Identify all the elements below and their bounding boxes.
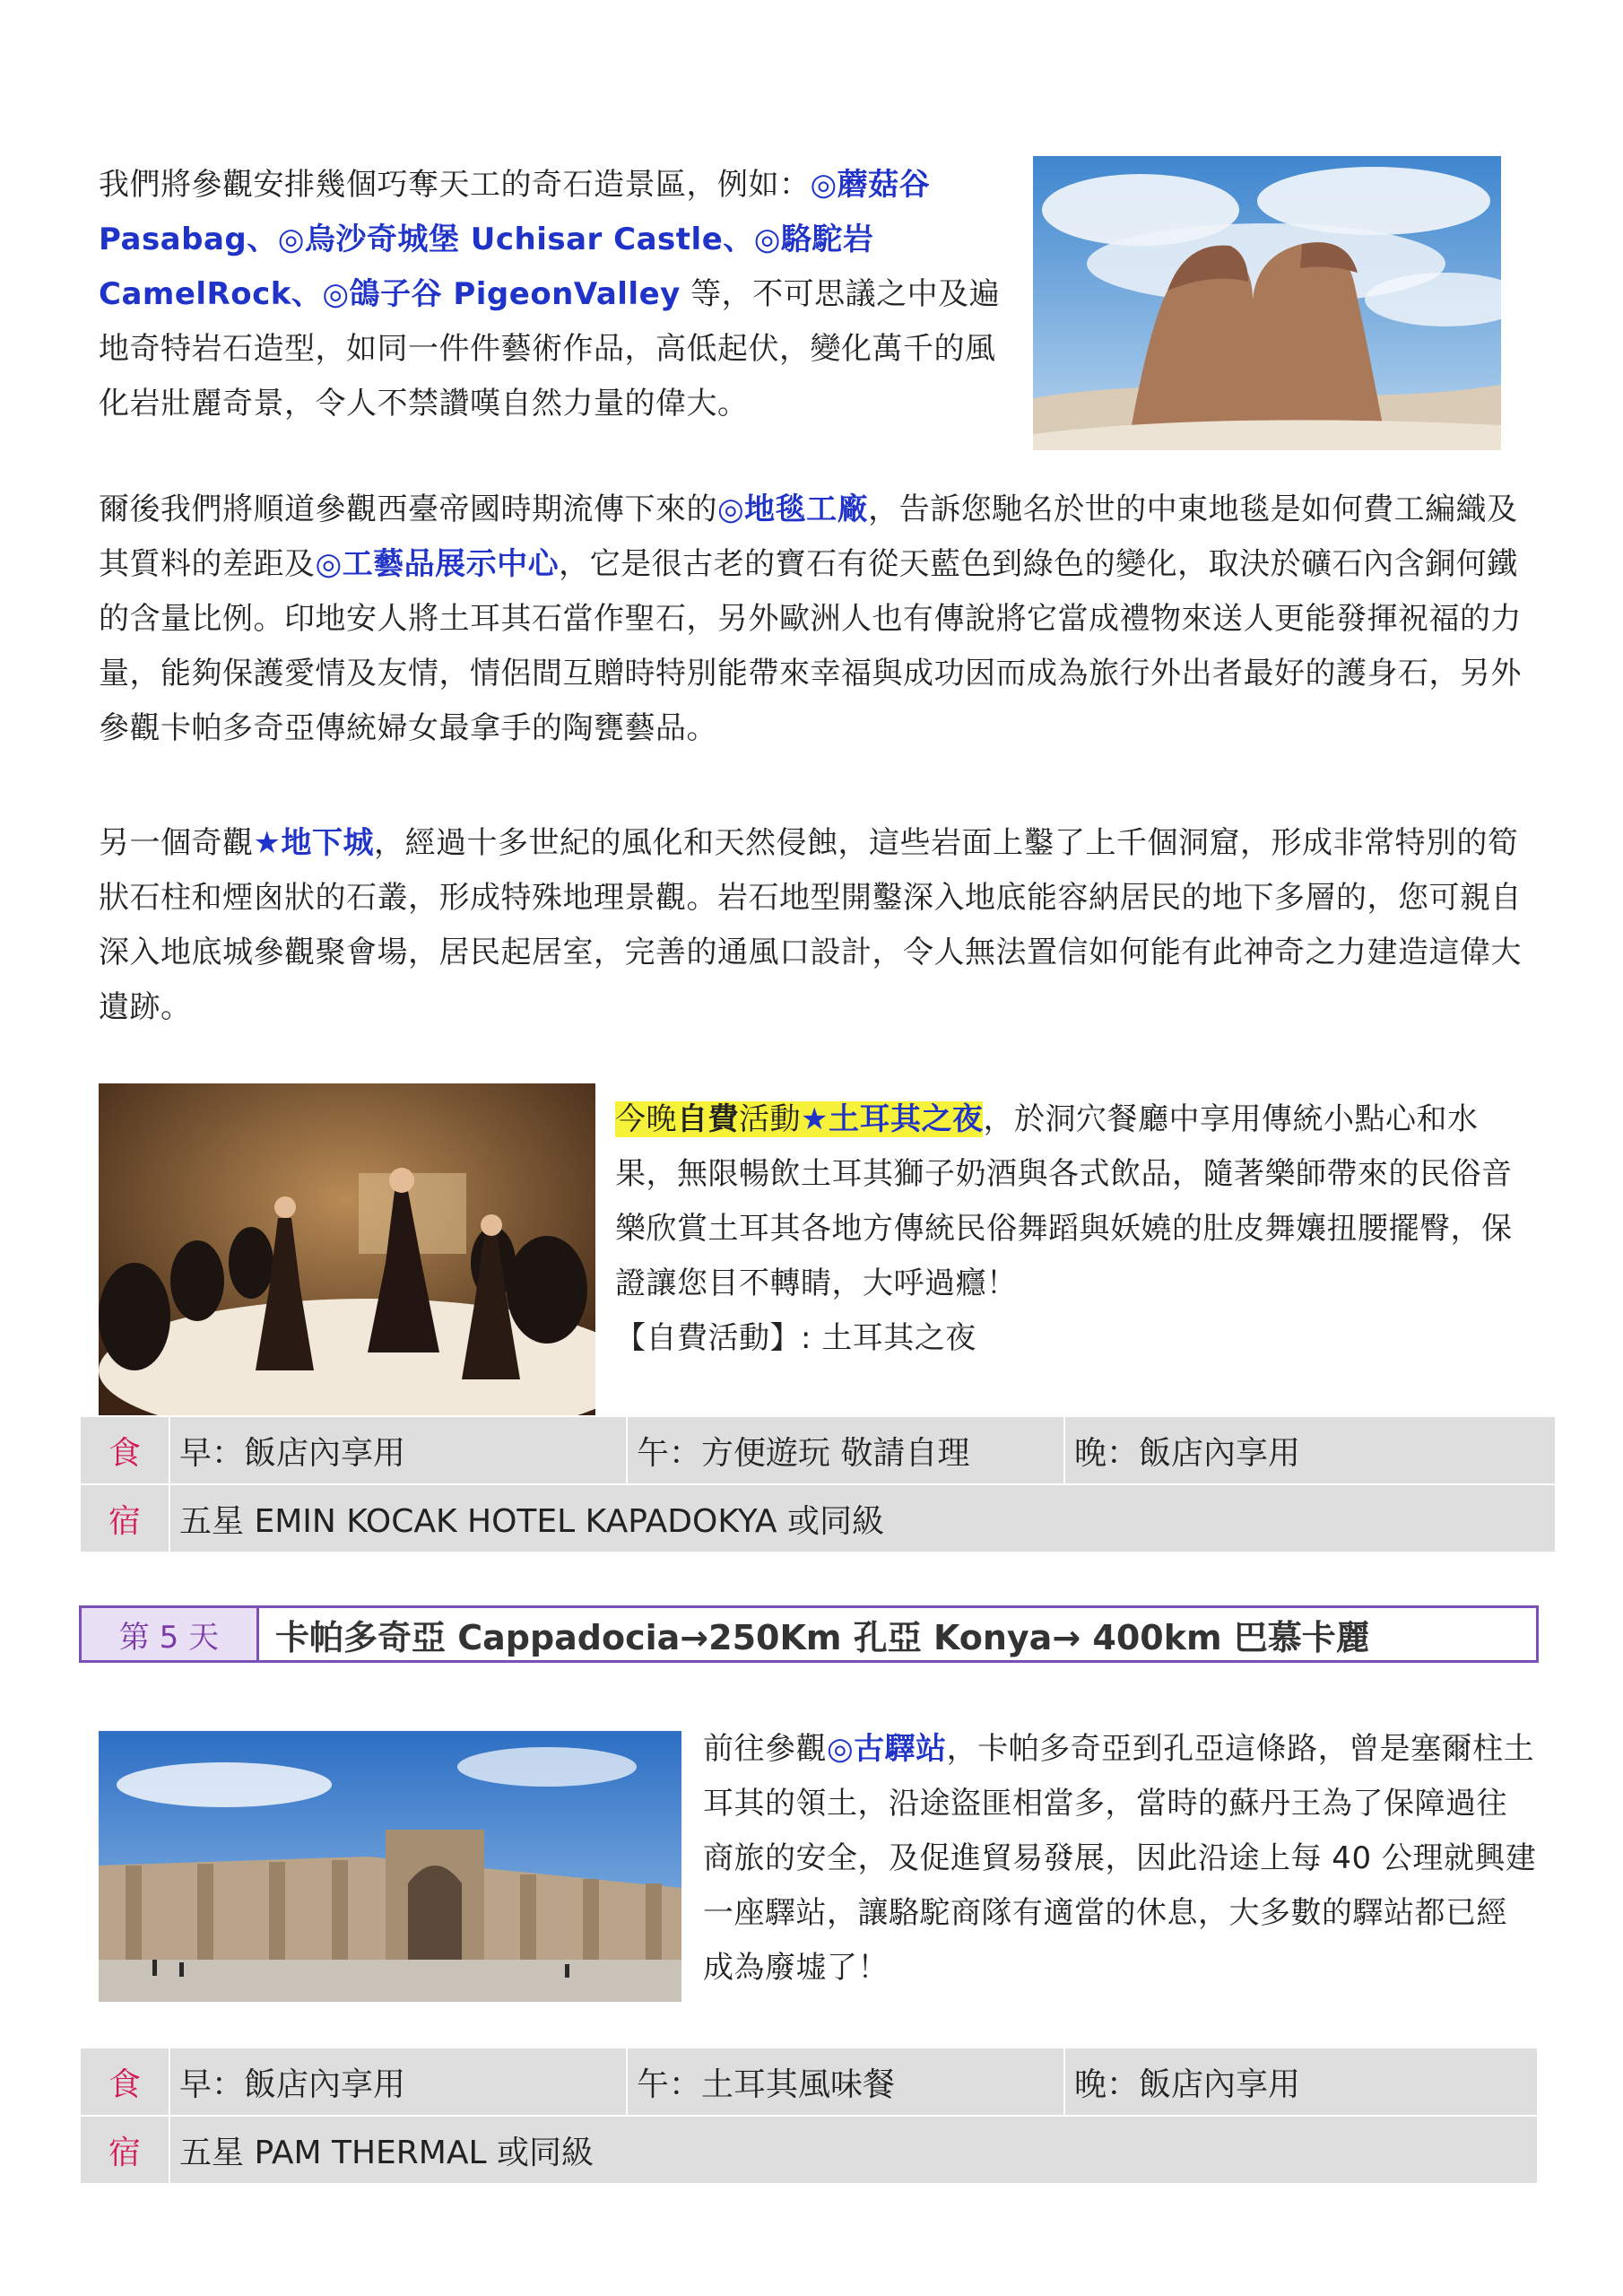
activity-text: 活動	[739, 1101, 801, 1137]
turkish-night-text-b: ，於洞穴餐廳中享用傳統小點心和水果，無限暢飲土耳其獅子奶酒與各式飲品，隨著樂師帶來的民俗音樂欣賞土耳其各地方傳統民俗舞蹈與妖嬈的肚皮舞孃扭腰擺臀，保證讓您目不轉睛，大呼過癮！	[615, 1101, 1513, 1301]
caravanserai-image	[99, 1731, 681, 2002]
intro-highlight-sites: ◎蘑菇谷 Pasabag、◎烏沙奇城堡 Uchisar Castle、◎駱駝岩 CamelRock、◎鴿子谷 PigeonValley	[99, 167, 931, 312]
craft-center-highlight: ◎工藝品展示中心	[315, 546, 560, 582]
turkish-night-highlight: ★土耳其之夜	[801, 1101, 984, 1137]
carpet-text-b: ，告訴您馳名於世的中東地毯是如何費工編織及其質料的差距及	[99, 491, 1518, 582]
tonight-text: 今晚	[615, 1101, 677, 1137]
turkish-night-paragraph	[615, 1092, 1539, 1366]
caravanserai-highlight: ◎古驛站	[827, 1731, 947, 1767]
caravanserai-text-b: ，卡帕多奇亞到孔亞這條路，曾是塞爾柱土耳其的領土，沿途盜匪相當多，當時的蘇丹王為了保障過往商旅的安全，及促進貿易發展，因此沿途上每 40 公理就興建一座驛站，讓駱駝商隊有適當的休息，大多數的驛站都已經成為廢墟了！	[703, 1731, 1537, 1986]
optional-activity-note: 【自費活動】: 土耳其之夜	[615, 1320, 976, 1356]
turkish-night-photo	[99, 1083, 595, 1415]
day-number: 第 5 天	[82, 1608, 259, 1660]
hotel-cell: 五星 PAM THERMAL 或同級	[169, 2116, 1538, 2184]
hotel-cell: 五星 EMIN KOCAK HOTEL KAPADOKYA 或同級	[169, 1484, 1556, 1552]
caravanserai-photo	[99, 1731, 681, 2002]
underground-paragraph	[99, 816, 1533, 1035]
belly-dance-image	[99, 1083, 595, 1415]
food-label: 食	[80, 2048, 169, 2116]
self-paid-text: 自費	[677, 1101, 739, 1137]
stay-label: 宿	[80, 1484, 169, 1552]
breakfast-cell: 早：飯店內享用	[169, 2048, 627, 2116]
hotel-row	[80, 1484, 1556, 1552]
carpet-text-c: ，它是很古老的寶石有從天藍色到綠色的變化，取決於礦石內含銅何鐵的含量比例。印地安人將土耳其石當作聖石，另外歐洲人也有傳說將它當成禮物來送人更能發揮祝福的力量，能夠保護愛情及友情，情侶間互贈時特別能帶來幸福與成功因而成為旅行外出者最好的護身石，另外參觀卡帕多奇亞傳統婦女最拿手的陶甕藝品。	[99, 546, 1522, 746]
camel-rock-photo	[1033, 156, 1501, 450]
food-label: 食	[80, 1416, 169, 1484]
carpet-text-a: 爾後我們將順道參觀西臺帝國時期流傳下來的	[99, 491, 717, 527]
meal-table-day4	[79, 1415, 1557, 1553]
carpet-factory-highlight: ◎地毯工廠	[717, 491, 869, 527]
meal-table-day5	[79, 2047, 1539, 2185]
intro-text-a: 我們將參觀安排幾個巧奪天工的奇石造景區，例如：	[99, 167, 811, 203]
caravanserai-paragraph	[703, 1722, 1537, 1996]
stay-label: 宿	[80, 2116, 169, 2184]
meal-row	[80, 1416, 1556, 1484]
lunch-cell: 午：土耳其風味餐	[627, 2048, 1064, 2116]
meal-row	[80, 2048, 1538, 2116]
dinner-cell: 晚：飯店內享用	[1064, 1416, 1556, 1484]
underground-city-highlight: ★地下城	[253, 825, 374, 861]
optional-activity-mark	[615, 1101, 983, 1137]
day-route-title: 卡帕多奇亞 Cappadocia→250Km 孔亞 Konya→ 400km 巴慕卡麗	[275, 1617, 1370, 1657]
camel-rock-image	[1033, 156, 1501, 450]
dinner-cell: 晚：飯店內享用	[1064, 2048, 1538, 2116]
lunch-cell: 午：方便遊玩 敬請自理	[627, 1416, 1064, 1484]
carpet-paragraph	[99, 483, 1533, 756]
hotel-row	[80, 2116, 1538, 2184]
day5-header	[79, 1605, 1539, 1663]
underground-text-a: 另一個奇觀	[99, 825, 254, 861]
breakfast-cell: 早：飯店內享用	[169, 1416, 627, 1484]
caravanserai-text-a: 前往參觀	[703, 1731, 827, 1767]
intro-text-b: 等，不可思議之中及遍地奇特岩石造型，如同一件件藝術作品，高低起伏，變化萬千的風化岩壯麗奇景，令人不禁讚嘆自然力量的偉大。	[99, 276, 1001, 422]
underground-text-b: ，經過十多世紀的風化和天然侵蝕，這些岩面上鑿了上千個洞窟，形成非常特別的筍狀石柱和煙囪狀的石叢，形成特殊地理景觀。岩石地型開鑿深入地底能容納居民的地下多層的，您可親自深入地底城參觀聚會場，居民起居室，完善的通風口設計，令人無法置信如何能有此神奇之力建造這偉大遺跡。	[99, 825, 1522, 1025]
intro-paragraph	[99, 158, 1004, 431]
